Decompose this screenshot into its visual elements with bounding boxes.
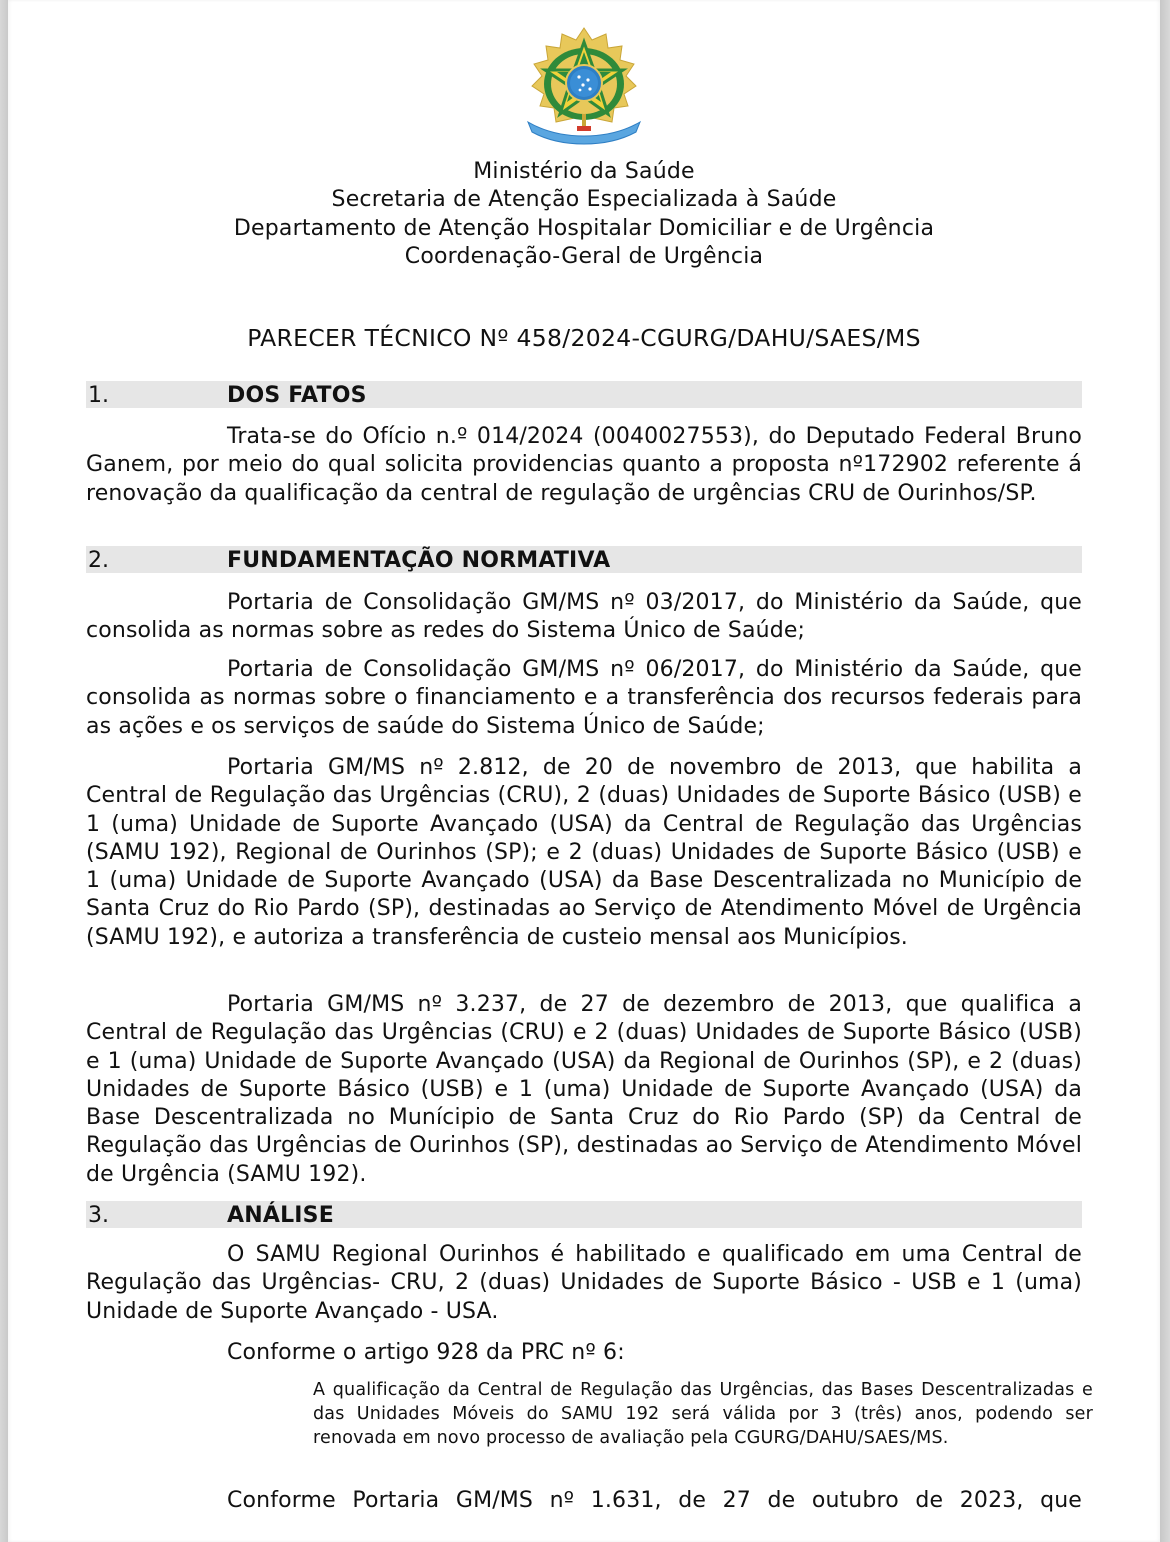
header-coordination: Coordenação-Geral de Urgência [404,243,764,269]
paragraph: Conforme o artigo 928 da PRC nº 6: [227,1340,625,1365]
page-left-edge [0,0,8,1542]
header-ministry: Ministério da Saúde [473,159,695,184]
document-header [86,158,1082,271]
section-header-dos-fatos [86,381,1082,408]
brazil-coat-of-arms-icon [522,26,646,146]
paragraph: Portaria de Consolidação GM/MS nº 03/2017, do Ministério da Saúde, que consolida as normas sobre as redes do Sistema Único de Saúde; [86,590,1082,644]
header-department: Departamento de Atenção Hospitalar Domiciliar e de Urgência [233,215,935,241]
section-title: ANÁLISE [227,1203,334,1228]
paragraph-continued: Conforme Portaria GM/MS nº 1.631, de 27 de outubro de 2023, que [227,1488,1082,1513]
section-title: FUNDAMENTAÇÃO NORMATIVA [227,548,611,573]
paragraph: O SAMU Regional Ourinhos é habilitado e qualificado em uma Central de Regulação das Urgências- CRU, 2 (duas) Unidades de Suporte Básico - USB e 1 (uma) Unidade de Suporte Avançado - USA. [86,1242,1082,1324]
section-number: 1. [88,383,109,408]
section-number: 3. [88,1203,109,1228]
section-header-fundamentacao-normativa [86,546,1082,573]
header-secretariat: Secretaria de Atenção Especializada à Saúde [331,187,837,213]
section-title: DOS FATOS [227,383,367,408]
block-quote: A qualificação da Central de Regulação das Urgências, das Bases Descentralizadas e das Unidades Móveis do SAMU 192 será válida por 3 (três) anos, podendo ser renovada em novo processo de avaliação pela CGURG/DAHU/SAES/MS. [313,1380,1093,1448]
section-number: 2. [88,548,109,573]
document-title: PARECER TÉCNICO Nº 458/2024-CGURG/DAHU/SAES/MS [247,324,921,352]
page-right-edge [1160,0,1170,1542]
paragraph: Portaria de Consolidação GM/MS nº 06/2017, do Ministério da Saúde, que consolida as normas sobre o financiamento e a transferência dos recursos federais para as ações e os serviços de saúde do Sistema Único de Saúde; [86,657,1082,739]
paragraph: Trata-se do Ofício n.º 014/2024 (0040027553), do Deputado Federal Bruno Ganem, por meio do qual solicita providencias quanto a proposta nº172902 referente á renovação da qualificação da central de regulação de urgências CRU de Ourinhos/SP. [86,424,1082,506]
section-header-analise [86,1201,1082,1228]
paragraph: Portaria GM/MS nº 2.812, de 20 de novembro de 2013, que habilita a Central de Regulação das Urgências (CRU), 2 (duas) Unidades de Suporte Básico (USB) e 1 (uma) Unidade de Suporte Avançado (USA) da Central de Regulação das Urgências (SAMU 192), Regional de Ourinhos (SP); e 2 (duas) Unidades de Suporte Básico (USB) e 1 (uma) Unidade de Suporte Avançado (USA) da Base Descentralizada no Município de Santa Cruz do Rio Pardo (SP), destinadas ao Serviço de Atendimento Móvel de Urgência (SAMU 192), e autoriza a transferência de custeio mensal aos Municípios. [86,755,1082,950]
paragraph: Portaria GM/MS nº 3.237, de 27 de dezembro de 2013, que qualifica a Central de Regulação das Urgências (CRU) e 2 (duas) Unidades de Suporte Básico (USB) e 1 (uma) Unidade de Suporte Avançado (USA) da Regional de Ourinhos (SP), e 2 (duas) Unidades de Suporte Básico (USB) e 1 (uma) Unidade de Suporte Avançado (USA) da Base Descentralizada no Munícipio de Santa Cruz do Rio Pardo (SP) da Central de Regulação das Urgências de Ourinhos (SP), destinadas ao Serviço de Atendimento Móvel de Urgência (SAMU 192). [86,992,1082,1187]
document-page [8,0,1160,1542]
